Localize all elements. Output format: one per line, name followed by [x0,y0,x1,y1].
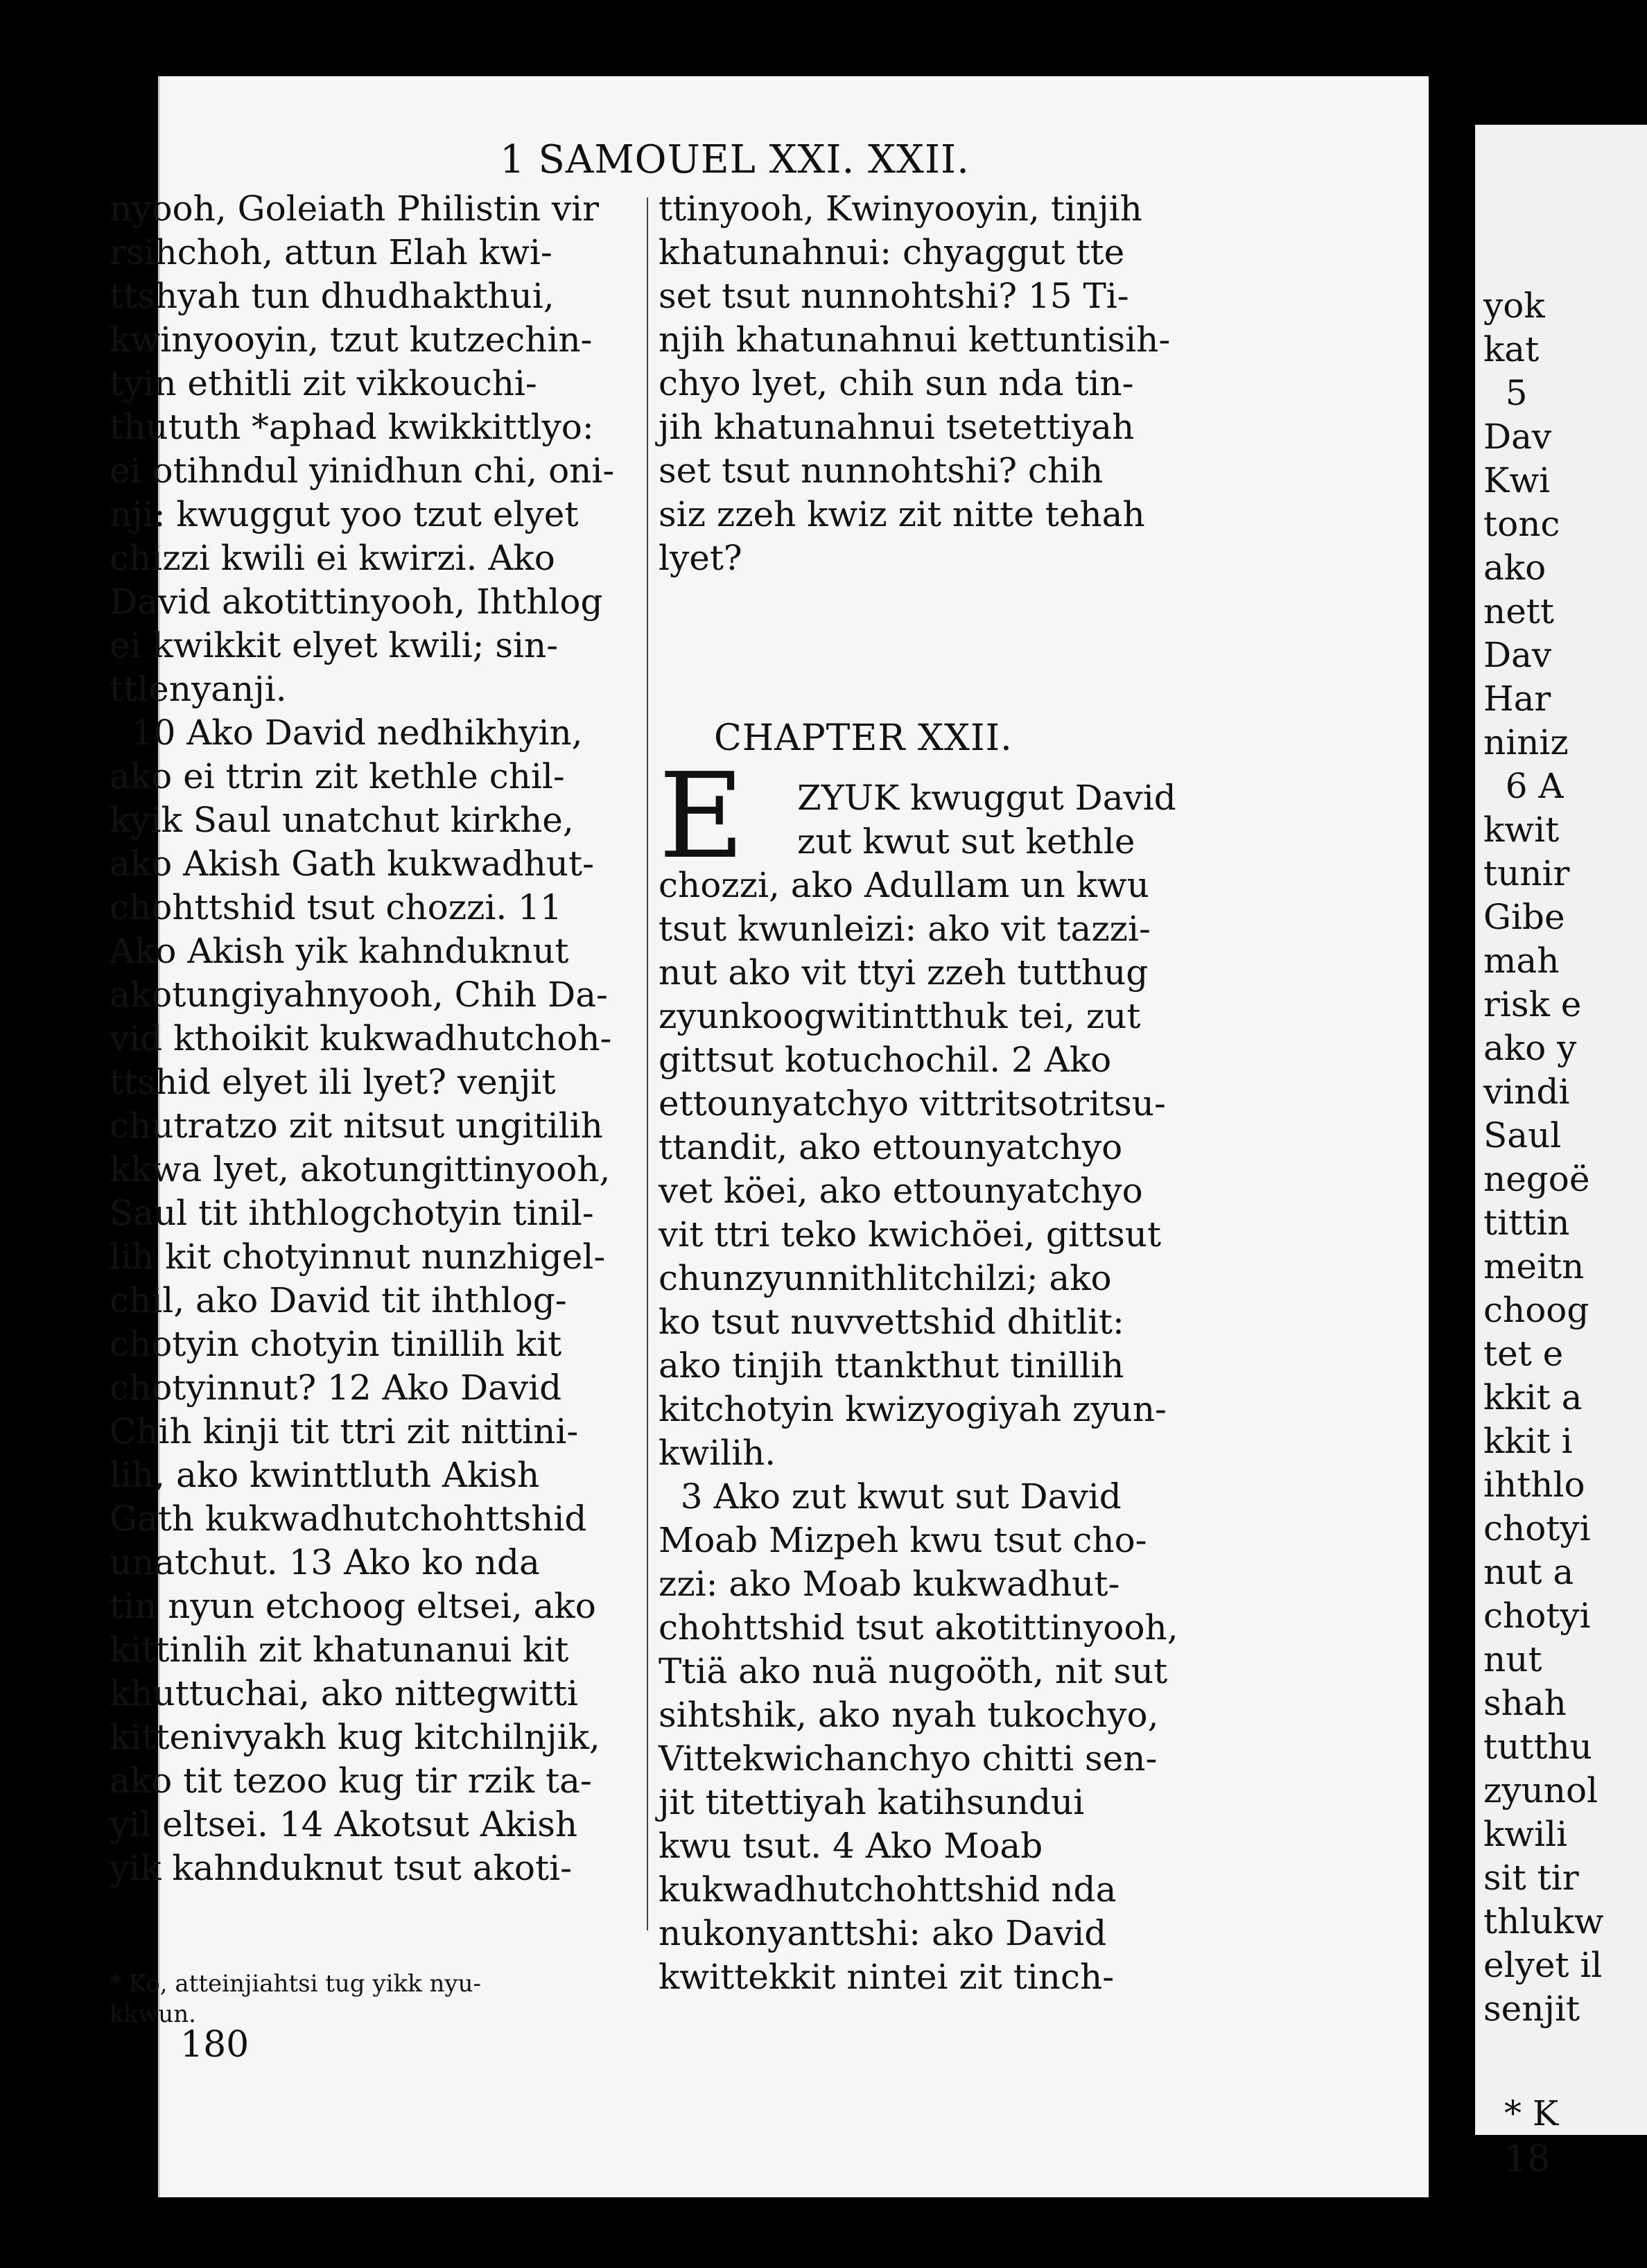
drop-cap-line-1: ZYUK kwuggut David [797,778,1176,818]
right-footnote-mark: * K [1504,2093,1559,2134]
right-page-number: 18 [1504,2138,1551,2180]
right-page-text-fragment: yok kat 5 Dav Kwi tonc ako nett Dav Har niniz 6 A kwit tunir Gibe mah risk e ako y vindi Saul negoë tittin meitn choog tet e kkit a kkit i ihthlo chotyi nut a chotyi nut shah tutthu zyunol kwili sit tir thlukw elyet il senjit [1483,286,1604,2029]
middle-column-top: ttinyooh, Kwinyooyin, tinjih khatunahnui: chyaggut tte set tsut nunnohtshi? 15 Ti- njih khatunahnui kettuntisih- chyo lyet, chih sun nda tin- jih khatunahnui tsetettiyah set tsut nunnohtshi? chih siz zzeh kwiz zit nitte tehah lyet? [659,189,1171,578]
drop-cap-line-2: zut kwut sut kethle [797,821,1135,862]
column-divider [647,198,648,1930]
drop-cap: E [659,748,745,885]
page-number: 180 [180,2024,250,2066]
left-column: nyooh, Goleiath Philistin vir rsihchoh, attun Elah kwi- ttshyah tun dhudhakthui, kwinyooyin, tzut kutzechin- tyin ethitli zit vikkouchi- thututh *aphad kwikkittlyo: ei otihndul yinidhun chi, oni- nji: kwuggut yoo tzut elyet chizzi kwili ei kwirzi. Ako David akotittinyooh, Ihthlog ei kwikkit elyet kwili; sin- ttlenyanji. 10 Ako David nedhikhyin, ako ei ttrin zit kethle chil- kyik Saul unatchut kirkhe, ako Akish Gath kukwadhut- chohttshid tsut chozzi. 11 Ako Akish yik kahnduknut akotungiyahnyooh, Chih Da- vid kthoikit kukwadhutchoh- ttshid elyet ili lyet? venjit chutratzo zit nitsut ungitilih kkwa lyet, akotungittinyooh, Saul tit ihthlogchotyin tinil- lih kit chotyinnut nunzhigel- chil, ako David tit ihthlog- chotyin chotyin tinillih kit chotyinnut? 12 Ako David Chih kinji tit ttri zit nittini- lih, ako kwinttluth Akish Gath kukwadhutchohttshid unatchut. 13 Ako ko nda tin nyun etchoog eltsei, ako kittinlih zit khatunanui kit khuttuchai, ako nittegwitti kittenivyakh kug kitchilnjik, ako tit tezoo kug tir rzik ta- yil eltsei. 14 Akotsut Akish yik kahnduknut tsut akoti- [110,189,615,1888]
middle-column-body: chozzi, ako Adullam un kwu tsut kwunleizi: ako vit tazzi- nut ako vit ttyi zzeh tutthug zyunkoogwitintthuk tei, zut gittsut kotuchochil. 2 Ako ettounyatchyo vittritsotritsu- ttandit, ako ettounyatchyo vet köei, ako ettounyatchyo vit ttri teko kwichöei, gittsut chunzyunnithlitchilzi; ako ko tsut nuvvettshid dhitlit: ako tinjih ttankthut tinillih kitchotyin kwizyogiyah zyun- kwilih. 3 Ako zut kwut sut David Moab Mizpeh kwu tsut cho- zzi: ako Moab kukwadhut- chohttshid tsut akotittinyooh, Ttiä ako nuä nugoöth, nit sut sihtshik, ako nyah tukochyo, Vittekwichanchyo chitti sen- jit titettiyah katihsundui kwu tsut. 4 Ako Moab kukwadhutchohttshid nda nukonyanttshi: ako David kwittekkit nintei zit tinch- [659,865,1178,1997]
running-head: 1 SAMOUEL XXI. XXII. [500,137,970,182]
footnote: * Ko, atteinjiahtsi tug yikk nyu- kkwun. [110,1970,481,2028]
chapter-heading: CHAPTER XXII. [714,717,1013,759]
